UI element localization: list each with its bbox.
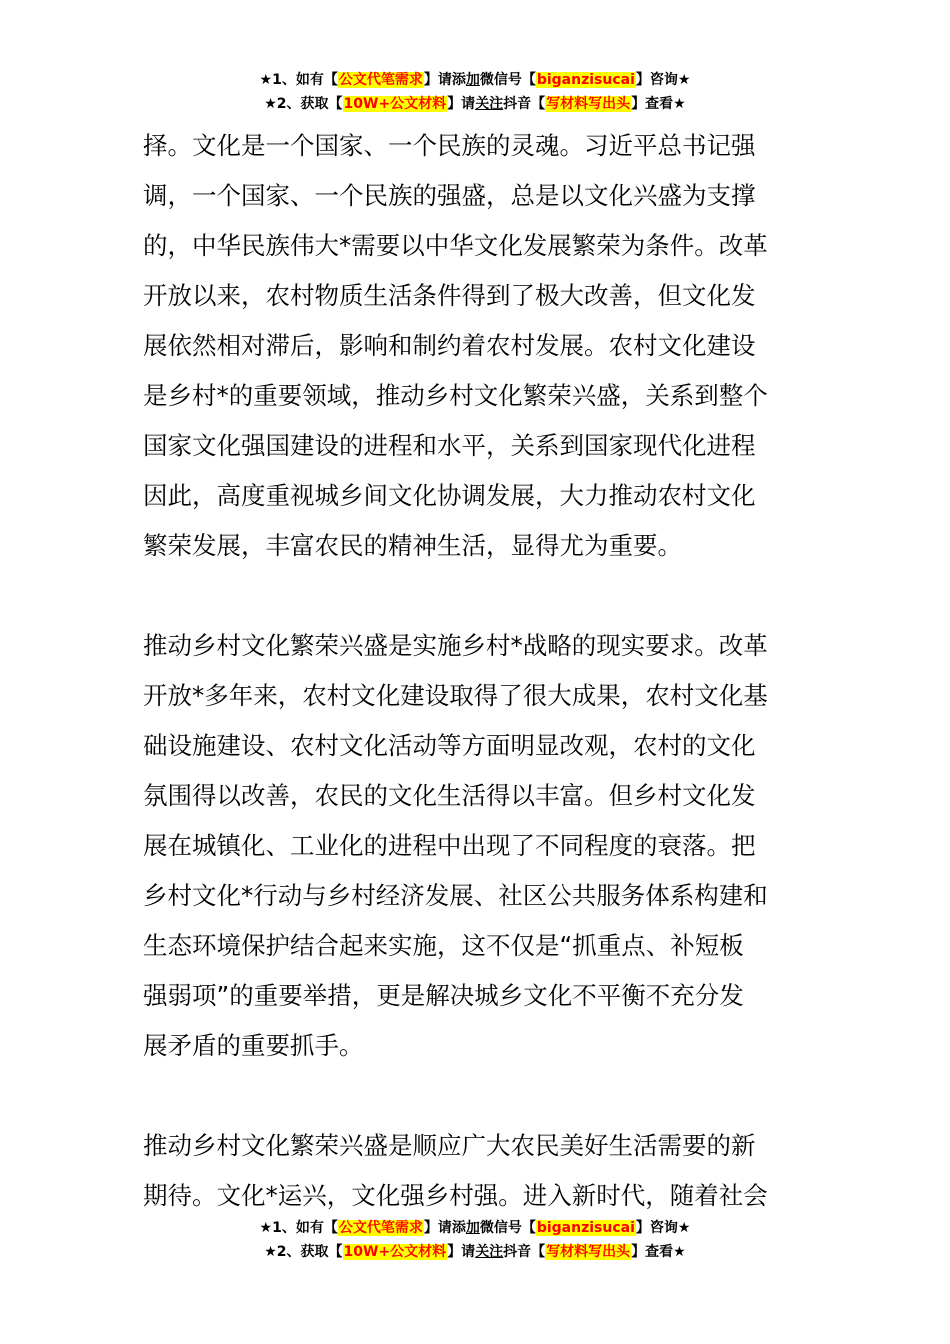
document-body (143, 121, 807, 1221)
highlight-materials: 10W+公文材料 (343, 1244, 447, 1260)
highlight-douyin: 写材料写出头 (546, 96, 631, 112)
text-line: 的，中华民族伟大*需要以中华文化发展繁荣为条件。改革 (143, 231, 768, 260)
text-line: 展矛盾的重要抓手。 (143, 1031, 364, 1060)
text-line: 国家文化强国建设的进程和水平，关系到国家现代化进程 (143, 431, 756, 460)
text-line: 是乡村*的重要领域，推动乡村文化繁荣兴盛，关系到整个 (143, 381, 768, 410)
highlight-douyin: 写材料写出头 (546, 1244, 631, 1260)
header-banner (0, 68, 950, 116)
banner-line-2: ★2、获取【10W+公文材料】请关注抖音【写材料写出头】查看★ (264, 96, 686, 112)
banner-line-2: ★2、获取【10W+公文材料】请关注抖音【写材料写出头】查看★ (264, 1244, 686, 1260)
highlight-service: 公文代笔需求 (338, 1220, 423, 1236)
paragraph-3 (143, 1121, 807, 1221)
text-line: 开放*多年来，农村文化建设取得了很大成果，农村文化基 (143, 681, 768, 710)
text-line: 调，一个国家、一个民族的强盛，总是以文化兴盛为支撑 (143, 181, 756, 210)
text-line: 期待。文化*运兴，文化强乡村强。进入新时代，随着社会 (143, 1181, 768, 1210)
highlight-wechat-id: biganzisucai (536, 1220, 635, 1236)
text-line: 生态环境保护结合起来实施，这不仅是“抓重点、补短板 (143, 931, 744, 960)
text-line: 因此，高度重视城乡间文化协调发展，大力推动农村文化 (143, 481, 756, 510)
text-line: 础设施建设、农村文化活动等方面明显改观，农村的文化 (143, 731, 756, 760)
highlight-materials: 10W+公文材料 (343, 96, 447, 112)
footer-banner (0, 1216, 950, 1264)
text-line: 择。文化是一个国家、一个民族的灵魂。习近平总书记强 (143, 131, 756, 160)
text-line: 推动乡村文化繁荣兴盛是实施乡村*战略的现实要求。改革 (143, 631, 768, 660)
text-line: 开放以来，农村物质生活条件得到了极大改善，但文化发 (143, 281, 756, 310)
text-line: 展依然相对滞后，影响和制约着农村发展。农村文化建设 (143, 331, 756, 360)
text-line: 强弱项”的重要举措，更是解决城乡文化不平衡不充分发 (143, 981, 744, 1010)
text-line: 推动乡村文化繁荣兴盛是顺应广大农民美好生活需要的新 (143, 1131, 756, 1160)
highlight-service: 公文代笔需求 (338, 72, 423, 88)
highlight-wechat-id: biganzisucai (536, 72, 635, 88)
banner-line-1: ★1、如有【公文代笔需求】请添加微信号【biganzisucai】咨询★ (259, 72, 691, 88)
text-line: 氛围得以改善，农民的文化生活得以丰富。但乡村文化发 (143, 781, 756, 810)
paragraph-1 (143, 121, 807, 571)
text-line: 展在城镇化、工业化的进程中出现了不同程度的衰落。把 (143, 831, 756, 860)
text-line: 乡村文化*行动与乡村经济发展、社区公共服务体系构建和 (143, 881, 768, 910)
paragraph-2 (143, 621, 807, 1071)
banner-line-1: ★1、如有【公文代笔需求】请添加微信号【biganzisucai】咨询★ (259, 1220, 691, 1236)
text-line: 繁荣发展，丰富农民的精神生活，显得尤为重要。 (143, 531, 682, 560)
